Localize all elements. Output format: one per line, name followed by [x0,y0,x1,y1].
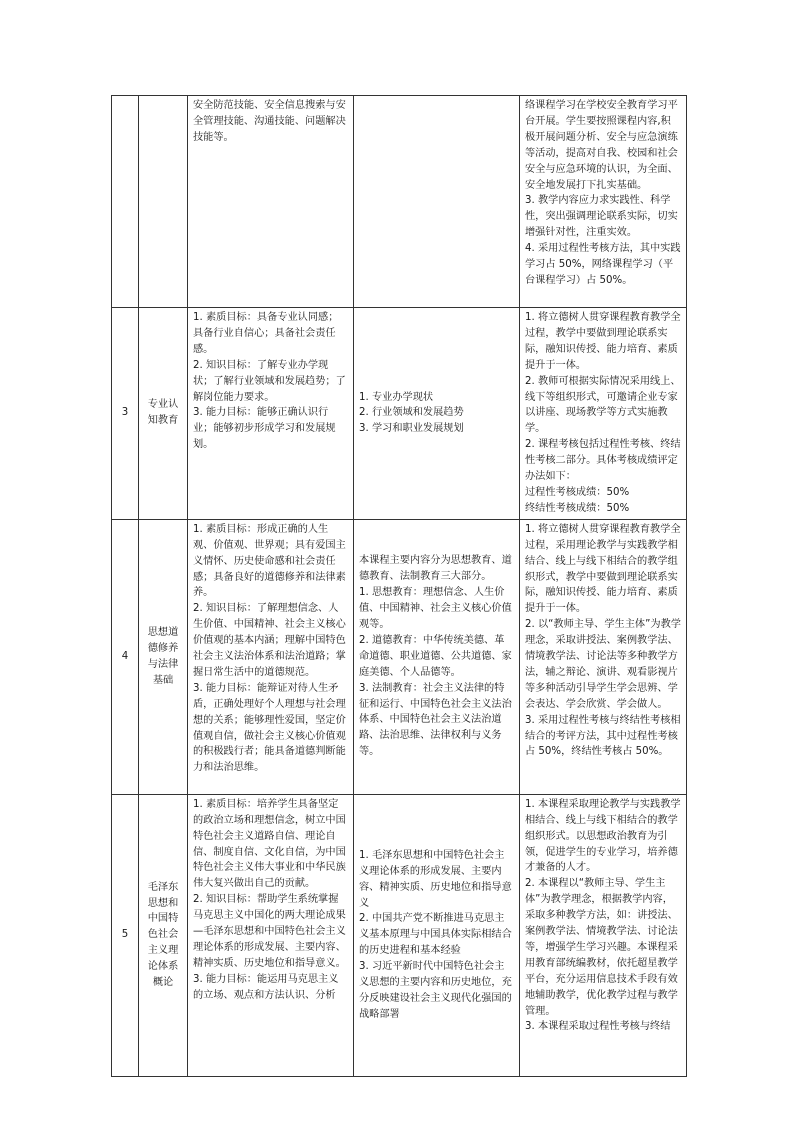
course-name-cell: 专业认知教育 [139,308,188,520]
cell-paragraph: 2. 以“教师主导、学生主体”为教学理念，采取讲授法、案例教学法、情境教学法、讨论法等多种教学方法，辅之辩论、演讲、观看影视片等多种活动引导学生学会思辨、学会表达、学会欣赏、学会做人。 [525,619,681,710]
course-content-cell [354,96,520,308]
cell-paragraph: 3. 采用过程性考核与终结性考核相结合的考评方法，其中过程性考核占 50%，终结性考核占 50%。 [525,714,681,758]
cell-paragraph: 1. 思想教育：理想信念、人生价值、中国精神、社会主义核心价值观等。 [359,587,512,631]
cell-paragraph: 本课程主要内容分为思想教育、道德教育、法制教育三大部分。 [359,555,512,583]
cell-paragraph: 3. 习近平新时代中国特色社会主义思想的主要内容和历史地位，充分反映建设社会主义现代化强国的战略部署 [359,961,512,1020]
cell-paragraph: 3. 本课程采取过程性考核与终结 [525,1021,671,1033]
cell-paragraph: 2. 中国共产党不断推进马克思主义基本原理与中国具体实际相结合的历史进程和基本经验 [359,913,512,957]
course-content-cell [354,794,520,1076]
cell-paragraph: 2. 教师可根据实际情况采用线上、线下等组织形式，可邀请企业专家以讲座、现场教学等方式实施教学。 [525,375,681,435]
cell-paragraph: 过程性考核成绩：50% [525,486,630,498]
cell-paragraph: 终结性考核成绩：50% [525,502,630,514]
course-name-cell [139,96,188,308]
cell-paragraph: 3. 教学内容应力求实践性、科学性，突出强调理论联系实际，切实增强针对性，注重实效。 [525,195,678,239]
cell-paragraph: 3. 能力目标：能够正确认识行业；能够初步形成学习和发展规划。 [193,407,336,451]
cell-paragraph: 2. 知识目标：帮助学生系统掌握马克思主义中国化的两大理论成果—毛泽东思想和中国特色社会主义理论体系的形成发展、主要内容、精神实质、历史地位和指导意义。 [193,894,346,969]
table-row [112,96,687,308]
cell-paragraph: 安全防范技能、安全信息搜索与安全管理技能、沟通技能、问题解决技能等。 [193,100,346,143]
cell-paragraph: 1. 素质目标：培养学生具备坚定的政治立场和理想信念，树立中国特色社会主义道路自信、理论自信、制度自信、文化自信，为中国特色社会主义伟大事业和中华民族伟大复兴做出自己的贡献。 [193,798,346,890]
table-row [112,519,687,794]
cell-paragraph: 1. 素质目标：具备专业认同感；具备行业自信心；具备社会责任感。 [193,312,339,355]
cell-paragraph: 1. 将立德树人贯穿课程教育教学全过程，教学中要做到理论联系实际，融知识传授、能力培育、素质提升于一体。 [525,312,681,371]
course-index-cell: 5 [112,794,139,1076]
course-name-cell: 思想道德修养与法律基础 [139,519,188,794]
table-row [112,794,687,1076]
course-requirements-cell [520,96,687,308]
course-table [111,95,687,1077]
course-index-cell: 3 [112,308,139,520]
course-goals-cell [188,794,354,1076]
cell-paragraph: 1. 毛泽东思想和中国特色社会主义理论体系的形成发展、主要内容、精神实质、历史地位和指导意义 [359,849,512,909]
course-content-cell [354,308,520,520]
cell-paragraph: 1. 本课程采取理论教学与实践教学相结合、线上与线下相结合的教学组织形式。以思想政治教育为引领，促进学生的专业学习，培养德才兼备的人才。 [525,798,681,874]
cell-paragraph: 1. 素质目标：形成正确的人生观、价值观、世界观；具有爱国主义情怀、历史使命感和社会责任感；具备良好的道德修养和法律素养。 [193,523,346,599]
cell-paragraph: 2. 课程考核包括过程性考核、终结性考核二部分。具体考核成绩评定办法如下： [525,439,681,483]
course-goals-cell [188,96,354,308]
cell-paragraph: 3. 能力目标：能辩证对待人生矛盾，正确处理好个人理想与社会理想的关系；能够理性爱国，坚定价值观自信，做社会主义核心价值观的积极践行者；能具备道德判断能力和法治思维。 [193,682,346,774]
cell-paragraph: 2. 本课程以“教师主导、学生主体”为教学理念，根据教学内容，采取多种教学方法，如：讲授法、案例教学法、情境教学法、讨论法等，增强学生学习兴趣。本课程采用教育部统编教材，依托超星教学平台，充分运用信息技术手段有效地辅助教学，优化教学过程与教学管理。 [525,878,678,1017]
cell-paragraph: 3. 能力目标：能运用马克思主义的立场、观点和方法认识、分析 [193,973,339,1001]
cell-paragraph: 2. 道德教育：中华传统美德、革命道德、职业道德、公共道德、家庭美德、个人品德等。 [359,634,512,678]
course-goals-cell [188,308,354,520]
course-index-cell [112,96,139,308]
cell-paragraph: 4. 采用过程性考核方法，其中实践学习占 50%，网络课程学习（平台课程学习）占 50%。 [525,243,681,286]
cell-paragraph: 3. 学习和职业发展规划 [359,423,464,435]
cell-paragraph: 1. 将立德树人贯穿课程教育教学全过程，采用理论教学与实践教学相结合、线上与线下相结合的教学组织形式，教学中要做到理论联系实际，融知识传授、能力培育、素质提升于一体。 [525,523,681,615]
cell-paragraph: 2. 知识目标：了解专业办学现状；了解行业领域和发展趋势；了解岗位能力要求。 [193,359,346,403]
cell-paragraph: 3. 法制教育：社会主义法律的特征和运行、中国特色社会主义法治体系、中国特色社会主义法治道路、法治思维、法律权利与义务等。 [359,682,512,758]
cell-paragraph: 2. 行业领域和发展趋势 [359,407,464,419]
course-requirements-cell [520,794,687,1076]
cell-paragraph: 络课程学习在学校安全教育学习平台开展。学生要按照课程内容,积极开展问题分析、安全与应急演练等活动，提高对自我、校园和社会安全与应急环境的认识，为全面、安全地发展打下扎实基础。 [525,100,678,191]
course-requirements-cell [520,308,687,520]
course-index-cell: 4 [112,519,139,794]
course-content-cell [354,519,520,794]
course-table-body [112,96,687,1077]
course-requirements-cell [520,519,687,794]
course-goals-cell [188,519,354,794]
course-name-cell: 毛泽东思想和中国特色社会主义理论体系概论 [139,794,188,1076]
cell-paragraph: 1. 专业办学现状 [359,391,434,403]
table-row [112,308,687,520]
cell-paragraph: 2. 知识目标：了解理想信念、人生价值、中国精神、社会主义核心价值观的基本内涵；理解中国特色社会主义法治体系和法治道路；掌握日常生活中的道德规范。 [193,603,346,678]
